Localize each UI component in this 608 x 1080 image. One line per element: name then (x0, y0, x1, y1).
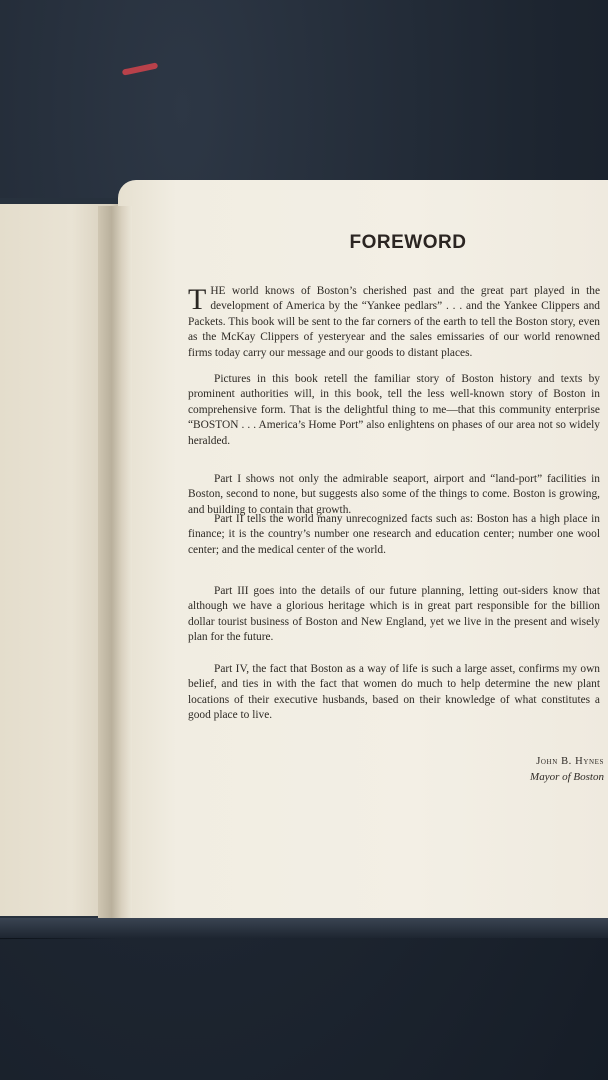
paragraph-2: Pictures in this book retell the familiar story of Boston history and texts by prominent authorities will, in this book, tell the less well-known story of Boston in comprehensive form. That is the delightful thing to me—that this community enterprise “BOSTON . . . America’s Home Port” also enlightens on phases of our area not so widely heralded. (188, 373, 600, 447)
book-gutter (98, 206, 132, 918)
paragraph-6: Part IV, the fact that Boston as a way of life is such a large asset, confirms my own belief, and ties in with the fact that women do much to help determine the new plant locations of their executive husbands, based on their knowledge of what constitutes a good place to live. (188, 663, 600, 722)
book-bottom-edge (0, 918, 608, 938)
paragraph-3: Part I shows not only the admirable seaport, airport and “land-port” facilities in Boston, second to none, but suggests also some of the things to come. Boston is growing, and building to contain that growth. (188, 473, 600, 516)
paragraph-5: Part III goes into the details of our future planning, letting out-siders know that although we have a glorious heritage which is in great part responsible for the billion dollar tourist business of Boston and New England, yet we live in the present and wisely plan for the future. (188, 585, 600, 644)
signature-name: John B. Hynes (536, 756, 604, 767)
paragraph-4: Part II tells the world many unrecognized facts such as: Boston has a high place in finance; it is the country’s number one research and education center; number one wool center; and the medical center of the world. (188, 513, 600, 556)
paragraph-1-text: HE world knows of Boston’s cherished past and the great part played in the development of America by the “Yankee pedlars” . . . and the Yankee Clippers and Packets. This book will be sent to the far corners of the earth to tell the Boston story, even as the McKay Clippers of yesteryear and the sales emissaries of our world renowned firms today carry our message and our goods to distant places. (188, 285, 600, 359)
page-title: FOREWORD (349, 232, 467, 253)
paragraph-1 (188, 284, 600, 361)
drop-cap: T (188, 283, 207, 316)
signature-title: Mayor of Boston (530, 771, 604, 783)
signature-block (508, 754, 604, 785)
